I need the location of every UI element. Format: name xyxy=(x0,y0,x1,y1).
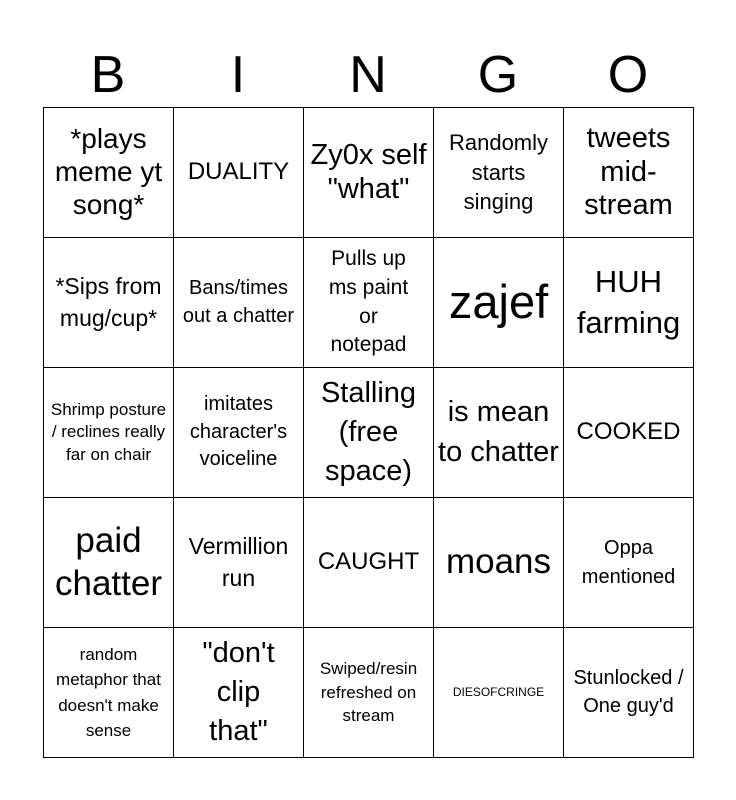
cell-text: Swiped/resin refreshed on stream xyxy=(319,658,418,726)
cell-text: zajef xyxy=(448,275,549,328)
cell-text: Stunlocked / One guy'd xyxy=(573,666,684,717)
bingo-cell[interactable] xyxy=(434,498,564,628)
bingo-cell[interactable] xyxy=(434,368,564,498)
bingo-cell[interactable] xyxy=(564,498,694,628)
cell-text: CAUGHT xyxy=(317,548,420,576)
bingo-cell[interactable] xyxy=(44,368,174,498)
cell-text: Zy0x self "what" xyxy=(310,138,427,205)
bingo-cell[interactable] xyxy=(304,238,434,368)
bingo-cell[interactable] xyxy=(174,238,304,368)
cell-text: tweets mid-stream xyxy=(584,121,673,222)
bingo-cell[interactable] xyxy=(434,628,564,758)
bingo-cell[interactable] xyxy=(44,498,174,628)
bingo-cell[interactable] xyxy=(434,108,564,238)
bingo-cell[interactable] xyxy=(174,368,304,498)
cell-text: "don't clip that" xyxy=(202,636,275,748)
bingo-cell[interactable] xyxy=(434,238,564,368)
cell-text: Pulls up ms paint or notepad xyxy=(328,246,409,357)
cell-text: imitates character's voiceline xyxy=(189,393,288,471)
header-letter-i: I xyxy=(230,46,246,104)
cell-text: DIESOFCRINGE xyxy=(452,685,545,700)
bingo-cell[interactable] xyxy=(174,498,304,628)
cell-text: *plays meme yt song* xyxy=(54,123,163,220)
cell-text: Shrimp posture / reclines really far on chair xyxy=(50,399,167,464)
bingo-header xyxy=(43,44,693,106)
cell-text: DUALITY xyxy=(187,158,290,186)
bingo-cell[interactable] xyxy=(564,108,694,238)
cell-text: moans xyxy=(445,542,552,582)
cell-text: paid chatter xyxy=(55,520,162,603)
bingo-cell[interactable] xyxy=(44,628,174,758)
header-letter-g: G xyxy=(477,46,519,104)
bingo-cell[interactable] xyxy=(304,368,434,498)
bingo-cell[interactable] xyxy=(564,368,694,498)
bingo-cell[interactable] xyxy=(304,498,434,628)
cell-text: HUH farming xyxy=(576,264,681,340)
bingo-cell[interactable] xyxy=(564,238,694,368)
cell-text: Oppa mentioned xyxy=(581,536,676,588)
bingo-cell[interactable] xyxy=(174,628,304,758)
bingo-cell[interactable] xyxy=(44,108,174,238)
cell-text: Vermillion run xyxy=(188,532,289,591)
header-letter-o: O xyxy=(607,46,649,104)
bingo-cell[interactable] xyxy=(564,628,694,758)
cell-text: Stalling (free space) xyxy=(320,376,417,488)
cell-text: random metaphor that doesn't make sense xyxy=(56,644,161,740)
cell-text: *Sips from mug/cup* xyxy=(55,272,162,331)
header-letter-b: B xyxy=(90,46,126,104)
cell-text: Bans/times out a chatter xyxy=(182,276,295,327)
cell-text: Randomly starts singing xyxy=(448,129,549,215)
cell-text: is mean to chatter xyxy=(438,396,559,468)
bingo-cell[interactable] xyxy=(304,628,434,758)
header-letter-n: N xyxy=(349,46,387,104)
bingo-cell[interactable] xyxy=(44,238,174,368)
bingo-cell[interactable] xyxy=(174,108,304,238)
cell-text: COOKED xyxy=(576,418,681,446)
bingo-card xyxy=(43,107,694,758)
bingo-cell[interactable] xyxy=(304,108,434,238)
